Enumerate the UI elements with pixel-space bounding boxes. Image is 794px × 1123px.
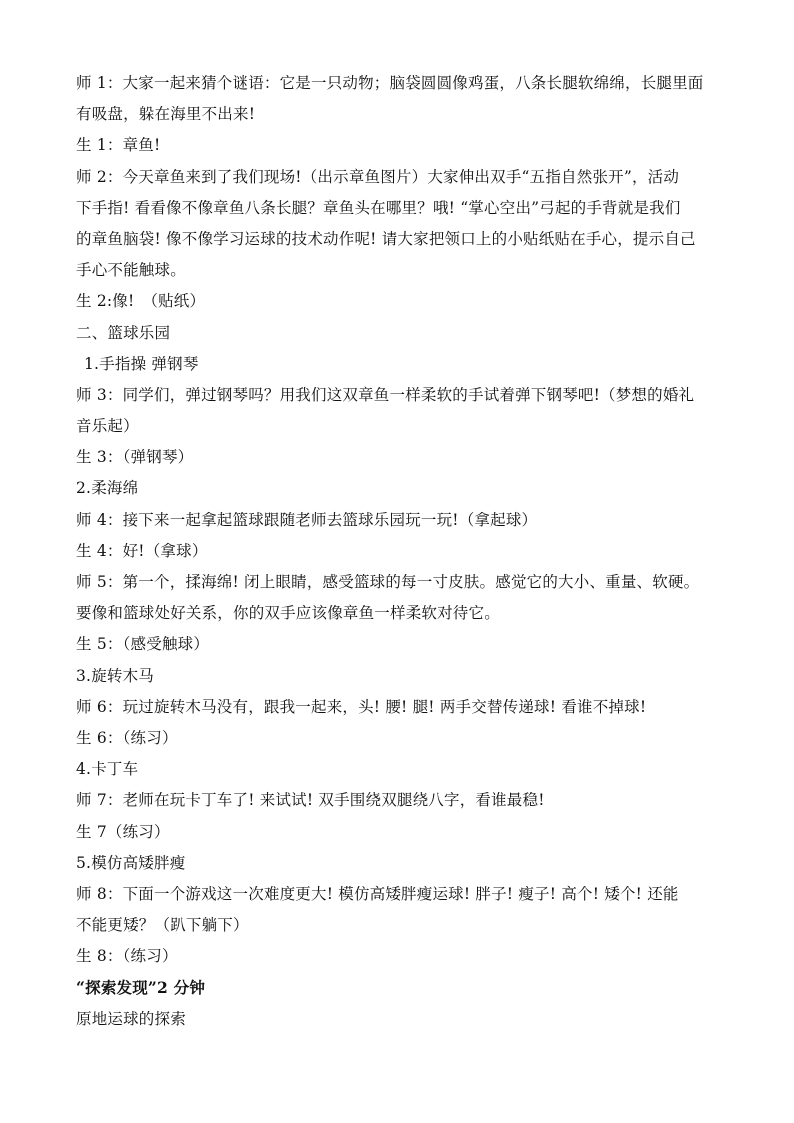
dialogue-line: 师 3：同学们，弹过钢琴吗？用我们这双章鱼一样柔软的手试着弹下钢琴吧!（梦想的婚礼 (76, 385, 695, 404)
dialogue-line: 不能更矮？（趴下躺下） (76, 916, 249, 935)
activity-heading: 5.模仿高矮胖瘦 (76, 853, 186, 872)
dialogue-line: 原地运球的探索 (76, 1009, 186, 1028)
dialogue-line: 的章鱼脑袋! 像不像学习运球的技术动作呢! 请大家把领口上的小贴纸贴在手心，提示自己 (76, 229, 696, 248)
section-heading: 二、篮球乐园 (76, 323, 171, 342)
dialogue-line: 手心不能触球。 (76, 261, 186, 280)
phase-heading: “探索发现”2 分钟 (76, 978, 206, 998)
activity-heading: 1.手指操 弹钢琴 (84, 354, 199, 373)
dialogue-line: 生 4：好!（拿球） (76, 541, 208, 560)
dialogue-line: 生 1：章鱼! (76, 136, 161, 155)
dialogue-line: 有吸盘，躲在海里不出来! (76, 105, 256, 124)
activity-heading: 4.卡丁车 (76, 760, 139, 779)
dialogue-line: 生 2:像! （贴纸） (76, 292, 206, 311)
dialogue-line: 师 6：玩过旋转木马没有，跟我一起来，头! 腰! 腿! 两手交替传递球! 看谁不掉球! (76, 697, 647, 716)
dialogue-line: 生 3：（弹钢琴） (76, 448, 194, 467)
dialogue-line: 生 6：（练习） (76, 728, 178, 747)
dialogue-line: 音乐起） (76, 417, 139, 436)
dialogue-line: 生 8：（练习） (76, 947, 178, 966)
dialogue-line: 下手指! 看看像不像章鱼八条长腿？章鱼头在哪里？哦! “掌心空出”弓起的手背就是我们 (76, 198, 681, 217)
dialogue-line: 生 5：（感受触球） (76, 635, 210, 654)
dialogue-line: 生 7（练习） (76, 822, 170, 841)
dialogue-line: 要像和篮球处好关系，你的双手应该像章鱼一样柔软对待它。 (76, 604, 500, 623)
activity-heading: 3.旋转木马 (76, 666, 154, 685)
dialogue-line: 师 2：今天章鱼来到了我们现场!（出示章鱼图片）大家伸出双手“五指自然张开”，活动 (76, 167, 680, 186)
dialogue-line: 师 1：大家一起来猜个谜语：它是一只动物；脑袋圆圆像鸡蛋，八条长腿软绵绵，长腿里面 (76, 74, 704, 92)
dialogue-line: 师 8：下面一个游戏这一次难度更大! 模仿高矮胖瘦运球! 胖子! 瘦子! 高个! 矮个! 还能 (76, 884, 679, 903)
document-body (76, 68, 724, 1035)
dialogue-line: 师 4：接下来一起拿起篮球跟随老师去篮球乐园玩一玩!（拿起球） (76, 510, 538, 529)
activity-heading: 2.柔海绵 (76, 479, 139, 498)
dialogue-line: 师 5：第一个，揉海绵! 闭上眼睛，感受篮球的每一寸皮肤。感觉它的大小、重量、软硬。 (76, 573, 700, 591)
dialogue-line: 师 7：老师在玩卡丁车了! 来试试! 双手围绕双腿绕八字，看谁最稳! (76, 791, 545, 810)
